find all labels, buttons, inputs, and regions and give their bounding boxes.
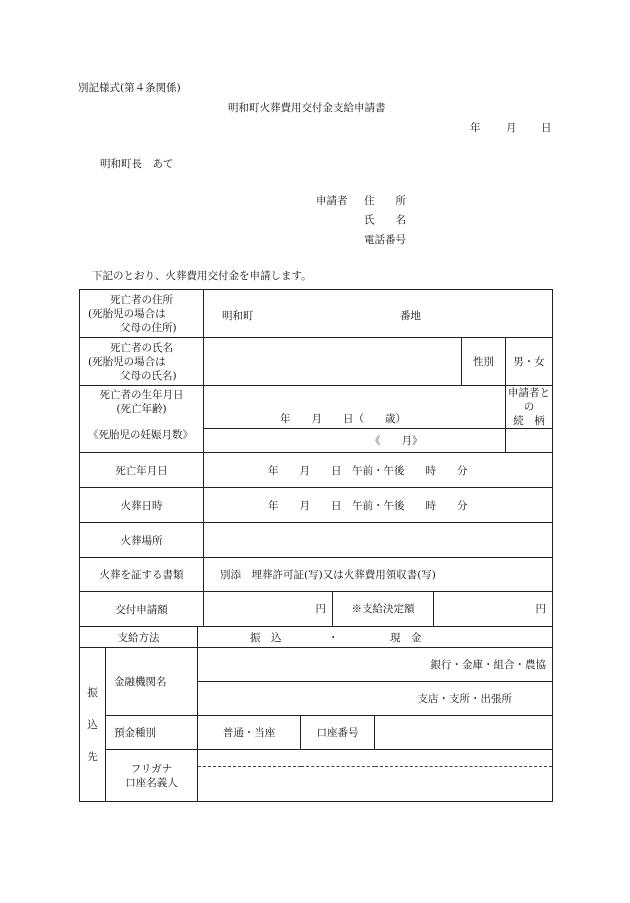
deceased-name-label: 死亡者の氏名 (死胎児の場合は 父母の氏名): [80, 338, 204, 386]
deposit-type-label: 預金種別: [106, 716, 198, 750]
bank-name-label: 金融機関名: [106, 648, 198, 716]
amount-field[interactable]: 円: [204, 592, 333, 626]
deceased-name-field[interactable]: [204, 338, 462, 386]
amount-cells: [204, 592, 553, 627]
application-table: [79, 289, 553, 627]
transfer-destination-label: 振 込 先: [80, 648, 106, 802]
form-number: 別記様式(第４条関係): [78, 82, 181, 94]
account-holder-label: フリガナ 口座名義人: [106, 750, 198, 802]
cremation-place-field[interactable]: [204, 523, 553, 558]
account-holder-name-field[interactable]: [198, 767, 553, 802]
bank-name-field[interactable]: 銀行・金庫・組合・農協: [198, 648, 553, 682]
relation-label: 申請者との 続 柄: [506, 386, 553, 429]
account-holder-kana-field[interactable]: [198, 750, 553, 767]
birthdate-field[interactable]: 年 月 日（ 歳）: [204, 386, 506, 429]
death-date-field[interactable]: 年 月 日 午前・午後 時 分: [204, 453, 553, 488]
deceased-address-field[interactable]: 明和町 番地: [204, 290, 553, 338]
option-transfer[interactable]: 振 込: [250, 632, 282, 644]
row-kana: [80, 750, 553, 767]
row-deposit: [80, 716, 553, 750]
applicant-name-label: 氏 名: [364, 214, 406, 226]
sex-select[interactable]: 男・女: [506, 338, 553, 386]
account-number-label: 口座番号: [301, 716, 375, 750]
payment-method-label: 支給方法: [80, 627, 198, 648]
row-bank-name: [80, 648, 553, 682]
birthdate-label: 死亡者の生年月日 (死亡年齢) 《死胎児の妊娠月数》: [80, 386, 204, 453]
intro-text: 下記のとおり、火葬費用交付金を申請します。: [92, 270, 312, 282]
row-deceased-name: [80, 338, 553, 386]
applicant-address-label: 住 所: [364, 195, 406, 207]
row-amount: [80, 592, 553, 627]
payment-table: [79, 626, 553, 802]
sex-label: 性別: [462, 338, 506, 386]
row-payment-method: [80, 627, 553, 648]
date-day: 日: [541, 122, 552, 134]
pregnancy-field[interactable]: 《 月》: [204, 429, 506, 453]
applicant-label: 申請者: [316, 195, 348, 207]
row-deceased-address: [80, 290, 553, 338]
amount-label: 交付申請額: [80, 592, 204, 627]
decided-amount-field[interactable]: 円: [535, 603, 547, 615]
decided-amount-label: ※支給決定額: [333, 592, 434, 626]
row-birthdate: [80, 386, 553, 429]
relation-field[interactable]: [506, 429, 553, 453]
row-cremation-place: [80, 523, 553, 558]
cremation-date-label: 火葬日時: [80, 488, 204, 523]
deceased-address-label: 死亡者の住所 (死胎児の場合は 父母の住所): [80, 290, 204, 338]
deposit-type-select[interactable]: 普通・当座: [198, 716, 301, 750]
row-death-date: [80, 453, 553, 488]
death-date-label: 死亡年月日: [80, 453, 204, 488]
row-cremation-date: [80, 488, 553, 523]
row-proof-document: [80, 558, 553, 592]
applicant-phone-label: 電話番号: [364, 234, 406, 246]
cremation-place-label: 火葬場所: [80, 523, 204, 558]
document-title: 明和町火葬費用交付金支給申請書: [228, 102, 386, 114]
branch-name-field[interactable]: 支店・支所・出張所: [198, 682, 553, 716]
cremation-date-field[interactable]: 年 月 日 午前・午後 時 分: [204, 488, 553, 523]
account-number-field[interactable]: [375, 716, 553, 750]
date-month: 月: [506, 122, 517, 134]
date-year: 年: [470, 122, 481, 134]
proof-document-value: 別添 埋葬許可証(写)又は火葬費用領収書(写): [204, 558, 553, 592]
payment-method-select[interactable]: 振 込 ・ 現 金: [198, 627, 553, 648]
proof-document-label: 火葬を証する書類: [80, 558, 204, 592]
addressee: 明和町長 あて: [100, 158, 174, 170]
option-cash[interactable]: 現 金: [390, 632, 422, 644]
